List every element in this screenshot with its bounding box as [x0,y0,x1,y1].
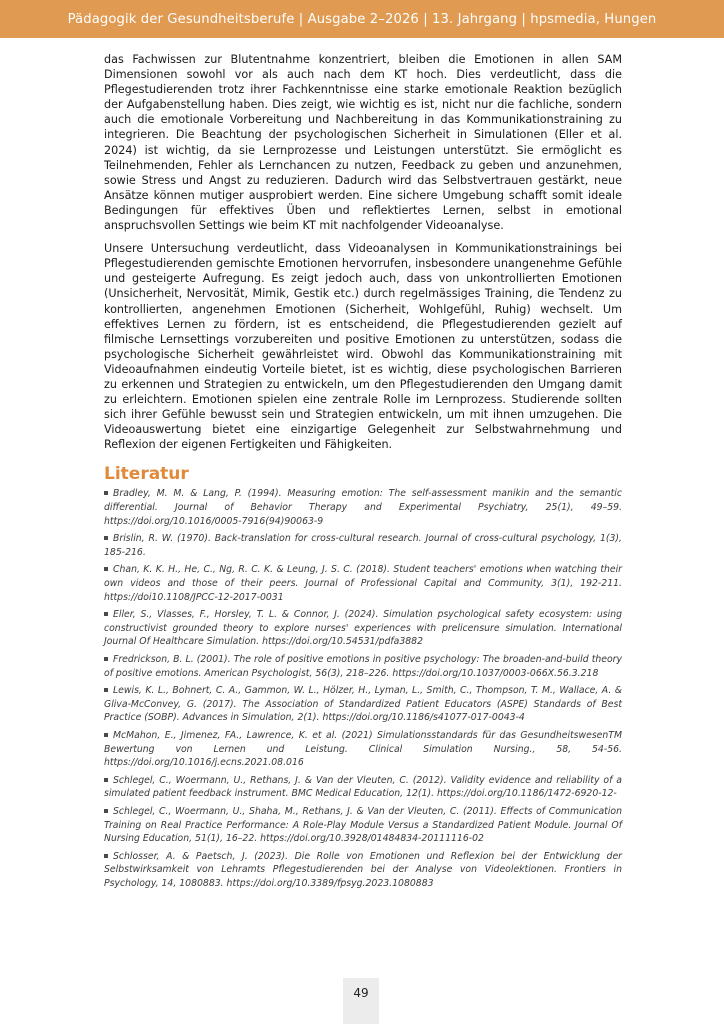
page-number: 49 [353,986,369,1000]
reference-item [104,653,622,680]
bullet-icon [104,612,108,616]
bullet-icon [104,567,108,571]
reference-item [104,487,622,528]
reference-item [104,774,622,801]
body-paragraph-1: das Fachwissen zur Blutentnahme konzentriert, bleiben die Emotionen in allen SAM Dimensionen sowohl vor als auch nach dem KT hoch. Dies verdeutlicht, dass die Pflegestudierenden trotz ihrer Fachkenntnisse eine starke emotionale Reaktion bezüglich der Aufgabenstellung haben. Dies zeigt, wie wichtig es ist, nicht nur die fachliche, sondern auch die emotionale Vorbereitung und Nachbereitung in das Kommunikationstraining zu integrieren. Die Beachtung der psychologischen Sicherheit in Simulationen (Eller et al. 2024) ist wichtig, da sie Lernprozesse und Leistungen unterstützt. Sie ermöglicht es Teilnehmenden, Fehler als Lernchancen zu nutzen, Feedback zu geben und anzunehmen, sowie Stress und Angst zu reduzieren. Dadurch wird das Selbstvertrauen gestärkt, neue Ansätze können mutiger ausprobiert werden. Eine sichere Umgebung schafft somit ideale Bedingungen für effektives Üben und reflektiertes Lernen, selbst in emotional anspruchsvollen Settings wie beim KT mit nachfolgender Videoanalyse. [104,53,622,233]
main-content [104,52,622,894]
bullet-icon [104,491,108,495]
reference-text: Schlegel, C., Woermann, U., Shaha, M., Rethans, J. & Van der Vleuten, C. (2011). Effects of Communication Training on Real Practice Performance: A Role-Play Module Versus a Standardized Patient Module. Journal Of Nursing Education, 51(1), 16–22. https://doi.org/10.3928/01484834-20111116-02 [104,805,622,845]
body-paragraph-2: Unsere Untersuchung verdeutlicht, dass Videoanalysen in Kommunikationstrainings bei Pflegestudierenden gemischte Emotionen hervorrufen, insbesondere unangenehme Gefühle und gesteigerte Aufregung. Es zeigt jedoch auch, dass von unkontrollierten Emotionen (Unsicherheit, Nervosität, Mimik, Gestik etc.) durch regelmässiges Training, die Tendenz zu kontrollierten, angenehmen Emotionen (Sicherheit, Wohlgefühl, Ruhig) wechselt. Um effektives Lernen zu fördern, ist es entscheidend, die Pflegestudierenden gezielt auf filmische Lernsettings vorzubereiten und positive Emotionen zu unterstützen, sodass die psychologische Sicherheit gewährleistet wird. Obwohl das Kommunikationstraining mit Videoaufnahmen eindeutig Vorteile bietet, ist es wichtig, diese psychologischen Barrieren zu erkennen und Strategien zu entwickeln, um den Pflegestudierenden den Umgang damit zu erleichtern. Emotionen spielen eine zentrale Rolle im Lernprozess. Studierende sollten sich ihrer Gefühle bewusst sein und Strategien entwickeln, um mit ihnen umzugehen. Die Videoauswertung bietet eine einzigartige Gelegenheit zur Selbstwahrnehmung und Reflexion der eigenen Fertigkeiten und Fähigkeiten. [104,242,622,452]
reference-text: Eller, S., Vlasses, F., Horsley, T. L. & Connor, J. (2024). Simulation psychological safety ecosystem: using constructivist grounded theory to explore nurses' experiences with prelicensure simulation. International Journal Of Healthcare Simulation. https://doi.org/10.54531/pdfa3882 [104,609,622,648]
bullet-icon [104,778,108,782]
reference-text: Lewis, K. L., Bohnert, C. A., Gammon, W. L., Hölzer, H., Lyman, L., Smith, C., Thompson, T. M., Wallace, A. & Gliva-McConvey, G. (2017). The Association of Standardized Patient Educators (ASPE) Standards of Best Practice (SOBP). Advances in Simulation, 2(1). https://doi.org/10.1186/s41077-017-0043-4 [104,685,622,724]
bullet-icon [104,809,108,813]
reference-text: Fredrickson, B. L. (2001). The role of positive emotions in positive psychology: The broaden-and-build theory of positive emotions. American Psychologist, 56(3), 218–226. https://doi.org/10.1037/0003-066X.56.3.218 [104,653,622,679]
reference-item [104,563,622,604]
reference-text: McMahon, E., Jimenez, FA., Lawrence, K. et al. (2021) Simulationsstandards für das GesundheitswesenTM Bewertung von Lernen und Leistung. Clinical Simulation Nursing., 58, 54-56. https://doi.org/10.1016/j.ecns.2021.08.016 [104,729,622,769]
reference-text: Schlosser, A. & Paetsch, J. (2023). Die Rolle von Emotionen und Reflexion bei der Entwicklung der Selbstwirksamkeit von Lehramts Pflegestudierenden bei der Analyse von Videolektionen. Frontiers in Psychology, 14, 1080883. https://doi.org/10.3389/fpsyg.2023.1080883 [104,850,622,889]
journal-header-title: Pädagogik der Gesundheitsberufe | Ausgabe 2–2026 | 13. Jahrgang | hpsmedia, Hungen [67,11,657,27]
bullet-icon [104,536,108,540]
reference-text: Schlegel, C., Woermann, U., Rethans, J. & Van der Vleuten, C. (2012). Validity evidence and reliability of a simulated patient feedback instrument. BMC Medical Education, 12(1). https://doi.org/10.1186/1472-6920-12- [104,774,622,800]
bullet-icon [104,688,108,692]
reference-text: Bradley, M. M. & Lang, P. (1994). Measuring emotion: The self-assessment manikin and the semantic differential. Journal of Behavior Therapy and Experimental Psychiatry, 25(1), 49–59. https://doi.org/10.1016/0005-7916(94)90063-9 [104,488,622,527]
bullet-icon [104,854,108,858]
reference-item [104,805,622,846]
journal-header-bar [0,0,724,38]
page-number-box [343,978,379,1024]
bullet-icon [104,657,108,661]
reference-item [104,532,622,559]
literature-heading: Literatur [104,464,189,485]
reference-item [104,850,622,891]
reference-text: Brislin, R. W. (1970). Back-translation for cross-cultural research. Journal of cross-cultural psychology, 1(3), 185-216. [104,533,622,558]
reference-item [104,729,622,770]
reference-item [104,608,622,649]
reference-text: Chan, K. K. H., He, C., Ng, R. C. K. & Leung, J. S. C. (2018). Student teachers' emotions when watching their own videos and those of their peers. Journal of Professional Capital and Community, 3(1), 192-211. https://doi10.1108/JPCC-12-2017-0031 [104,564,622,603]
reference-list [104,487,622,890]
bullet-icon [104,733,108,737]
reference-item [104,684,622,725]
